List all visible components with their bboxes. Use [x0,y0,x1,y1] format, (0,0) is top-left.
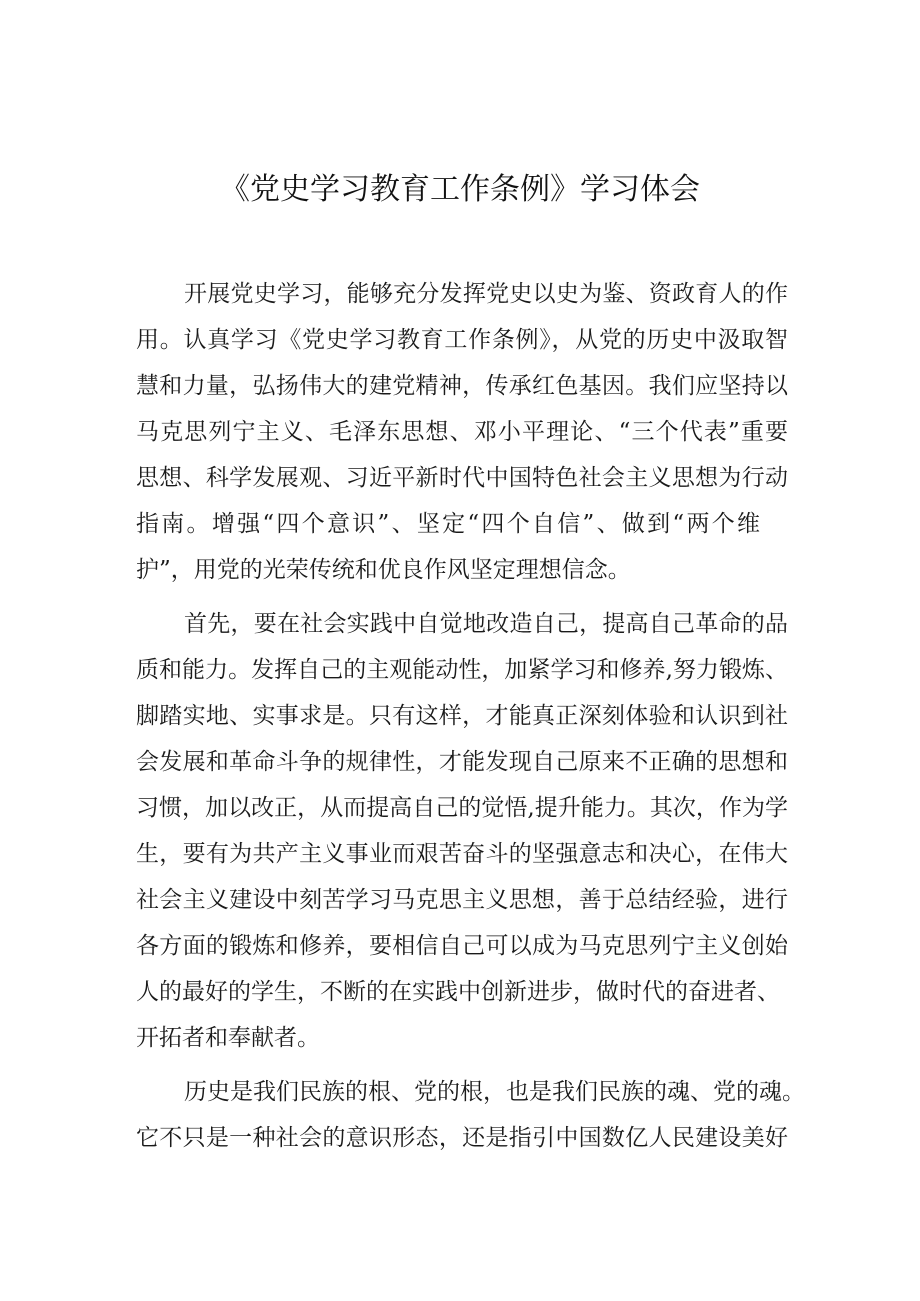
paragraph-2-line-4: 会发展和革命斗争的规律性，才能发现自己原来不正确的思想和 [136,749,788,775]
paragraph-2-line-5: 习惯，加以改正，从而提高自己的觉悟,提升能力。其次，作为学 [136,795,788,821]
paragraph-2-line-3: 脚踏实地、实事求是。只有这样，才能真正深刻体验和认识到社 [136,703,788,729]
paragraph-3-line-1: 历史是我们民族的根、党的根，也是我们民族的魂、党的魂。 [184,1079,805,1105]
paragraph-2-line-7: 社会主义建设中刻苦学习马克思主义思想，善于总结经验，进行 [136,887,788,913]
paragraph-1-line-7: 护”，用党的光荣传统和优良作风坚定理想信念。 [136,557,631,583]
paragraph-2-line-8: 各方面的锻炼和修养，要相信自己可以成为马克思列宁主义创始 [136,933,788,959]
paragraph-1-line-2: 用。认真学习《党史学习教育工作条例》，从党的历史中汲取智 [136,327,788,353]
paragraph-1-line-5: 思想、科学发展观、习近平新时代中国特色社会主义思想为行动 [136,465,788,491]
paragraph-2-line-10: 开拓者和奉献者。 [136,1025,320,1051]
paragraph-1-line-3: 慧和力量，弘扬伟大的建党精神，传承红色基因。我们应坚持以 [136,373,788,399]
document-title: 《党史学习教育工作条例》学习体会 [220,172,700,207]
paragraph-2-line-2: 质和能力。发挥自己的主观能动性，加紧学习和修养,努力锻炼、 [136,657,788,683]
paragraph-2-line-1: 首先，要在社会实践中自觉地改造自己，提高自己革命的品 [184,611,788,637]
paragraph-1-line-1: 开展党史学习，能够充分发挥党史以史为鉴、资政育人的作 [184,281,788,307]
paragraph-2-line-9: 人的最好的学生，不断的在实践中创新进步，做时代的奋进者、 [136,979,780,1005]
paragraph-2-line-6: 生，要有为共产主义事业而艰苦奋斗的坚强意志和决心，在伟大 [136,841,788,867]
paragraph-3-line-2: 它不只是一种社会的意识形态，还是指引中国数亿人民建设美好 [136,1125,788,1151]
paragraph-1-line-4: 马克思列宁主义、毛泽东思想、邓小平理论、“三个代表”重要 [136,419,788,445]
paragraph-1-line-6: 指南。增强“四个意识”、坚定“四个自信”、做到“两个维 [136,511,760,537]
